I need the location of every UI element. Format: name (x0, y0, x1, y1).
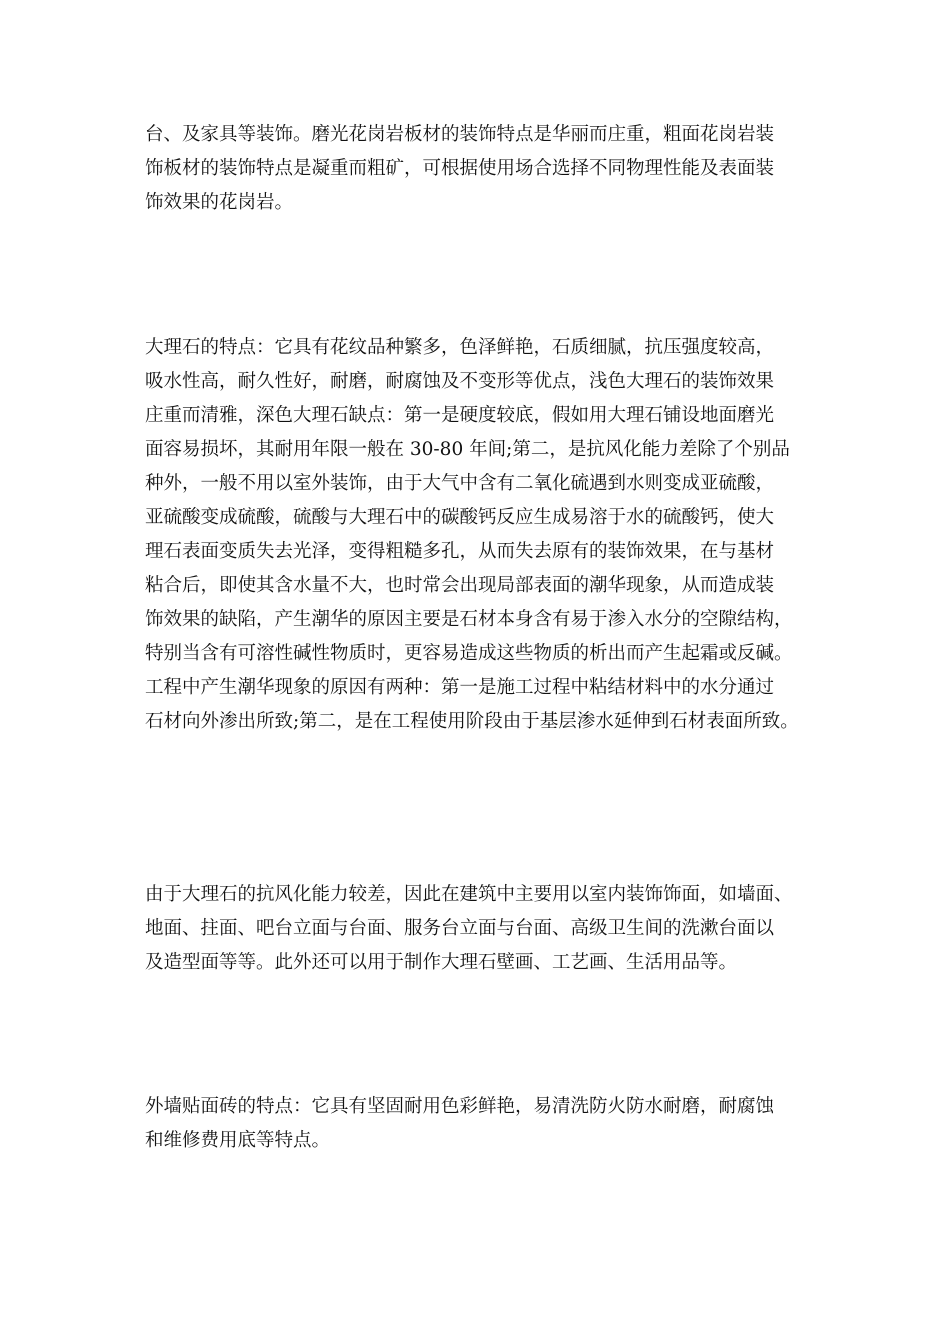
paragraph-granite-decoration (145, 118, 845, 220)
text-line: 饰效果的缺陷，产生潮华的原因主要是石材本身含有易于渗入水分的空隙结构， (145, 609, 793, 630)
text-line: 亚硫酸变成硫酸，硫酸与大理石中的碳酸钙反应生成易溶于水的硫酸钙，使大 (145, 507, 775, 528)
paragraph-exterior-tile (145, 1090, 845, 1158)
text-line: 大理石的特点：它具有花纹品种繁多，色泽鲜艳，石质细腻，抗压强度较高， (145, 337, 775, 358)
text-line: 外墙贴面砖的特点：它具有坚固耐用色彩鲜艳，易清洗防火防水耐磨，耐腐蚀 (145, 1096, 775, 1117)
paragraph-marble-usage (145, 878, 845, 980)
text-line: 由于大理石的抗风化能力较差，因此在建筑中主要用以室内装饰饰面，如墙面、 (145, 884, 793, 905)
text-line: 地面、拄面、吧台立面与台面、服务台立面与台面、高级卫生间的洗漱台面以 (145, 918, 775, 939)
text-line: 工程中产生潮华现象的原因有两种：第一是施工过程中粘结材料中的水分通过 (145, 677, 775, 698)
text-line: 和维修费用底等特点。 (145, 1130, 331, 1151)
text-line: 特别当含有可溶性碱性物质时，更容易造成这些物质的析出而产生起霜或反碱。 (145, 643, 793, 664)
text-line: 种外，一般不用以室外装饰，由于大气中含有二氧化硫遇到水则变成亚硫酸， (145, 473, 775, 494)
text-line: 饰板材的装饰特点是凝重而粗矿，可根据使用场合选择不同物理性能及表面装 (145, 158, 775, 179)
text-line: 庄重而清雅，深色大理石缺点：第一是硬度较底，假如用大理石铺设地面磨光 (145, 405, 775, 426)
text-line: 粘合后，即使其含水量不大，也时常会出现局部表面的潮华现象，从而造成装 (145, 575, 775, 596)
paragraph-marble-features (145, 331, 845, 739)
text-line: 面容易损坏，其耐用年限一般在 30-80 年间;第二，是抗风化能力差除了个别品 (145, 439, 790, 460)
text-line: 石材向外渗出所致;第二，是在工程使用阶段由于基层渗水延伸到石材表面所致。 (145, 711, 799, 732)
text-line: 台、及家具等装饰。磨光花岗岩板材的装饰特点是华丽而庄重，粗面花岗岩装 (145, 124, 775, 145)
text-line: 理石表面变质失去光泽，变得粗糙多孔，从而失去原有的装饰效果，在与基材 (145, 541, 775, 562)
text-line: 及造型面等等。此外还可以用于制作大理石壁画、工艺画、生活用品等。 (145, 952, 738, 973)
text-line: 吸水性高，耐久性好，耐磨，耐腐蚀及不变形等优点，浅色大理石的装饰效果 (145, 371, 775, 392)
text-line: 饰效果的花岗岩。 (145, 192, 294, 213)
